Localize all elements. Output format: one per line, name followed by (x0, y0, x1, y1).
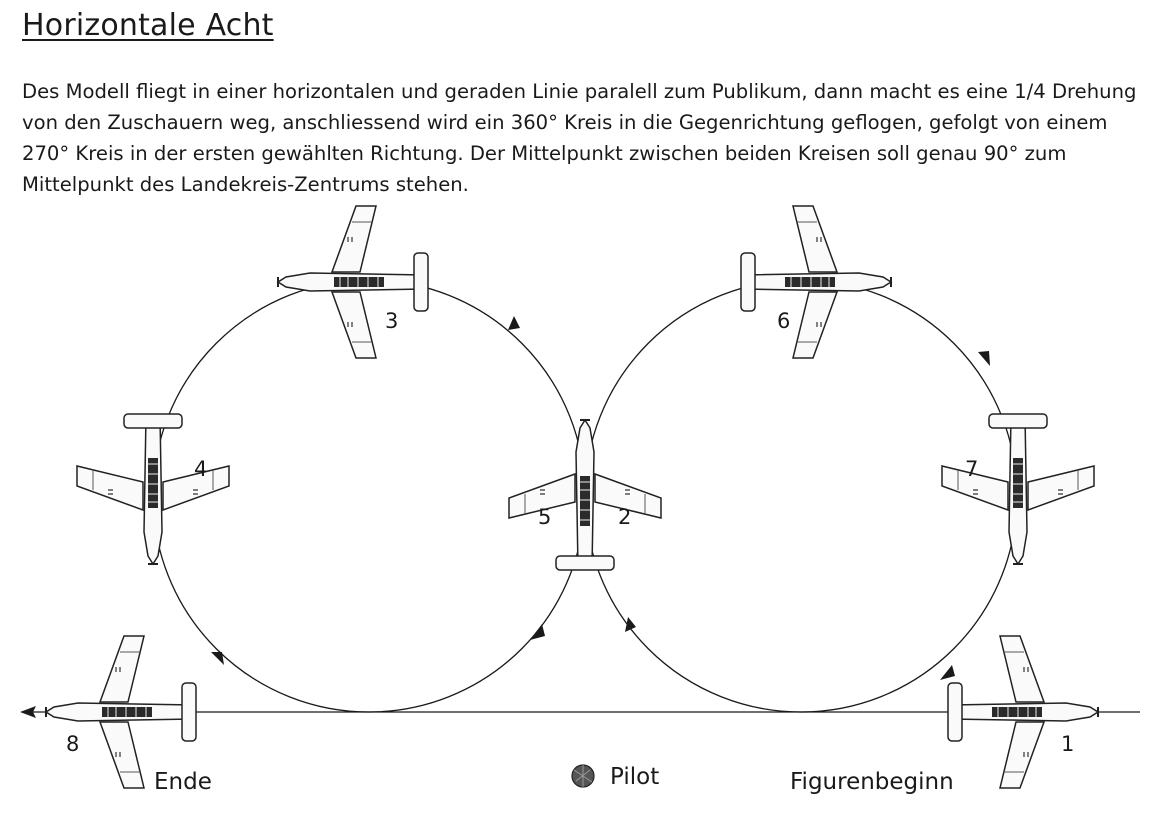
arrow-right-upper-right (978, 351, 990, 366)
position-label-2: 2 (618, 505, 632, 529)
position-label-1: 1 (1061, 732, 1075, 756)
position-label-5: 5 (538, 505, 552, 529)
airplane-8 (46, 636, 196, 788)
pilot-label: Pilot (610, 764, 660, 790)
airplane-2-5 (509, 420, 661, 570)
arrow-right-lower2 (625, 617, 636, 632)
arrow-right-lower (940, 665, 955, 680)
airplane-7 (942, 414, 1094, 564)
position-label-8: 8 (66, 732, 80, 756)
pilot-icon (572, 765, 594, 787)
start-label: Figurenbeginn (790, 769, 954, 795)
position-label-6: 6 (777, 309, 791, 333)
position-label-4: 4 (194, 457, 208, 481)
end-label: Ende (154, 769, 212, 795)
airplane-6 (741, 206, 891, 358)
airplane-1 (948, 636, 1098, 788)
arrow-left-upper-right (508, 316, 520, 330)
airplane-3 (278, 206, 428, 358)
position-label-3: 3 (385, 309, 399, 333)
page-title: Horizontale Acht (22, 8, 274, 43)
figure-description: Des Modell fliegt in einer horizontalen und geraden Linie paralell zum Publikum, dann macht es eine 1/4 Drehung von den Zuschauern weg, anschliessend wird ein 360° Kreis in die Gegenrichtung geflogen, gefolgt von einem 270° Kreis in der ersten gewählten Richtung. Der Mittelpunkt zwischen beiden Kreisen soll genau 90° zum Mittelpunkt des Landekreis-Zentrums stehen. (22, 80, 1137, 196)
arrow-left-lower-left (211, 652, 224, 665)
position-label-7: 7 (965, 457, 979, 481)
direction-arrows (20, 316, 990, 718)
arrow-left-lower-right (530, 624, 545, 640)
airplane-4 (77, 414, 229, 564)
